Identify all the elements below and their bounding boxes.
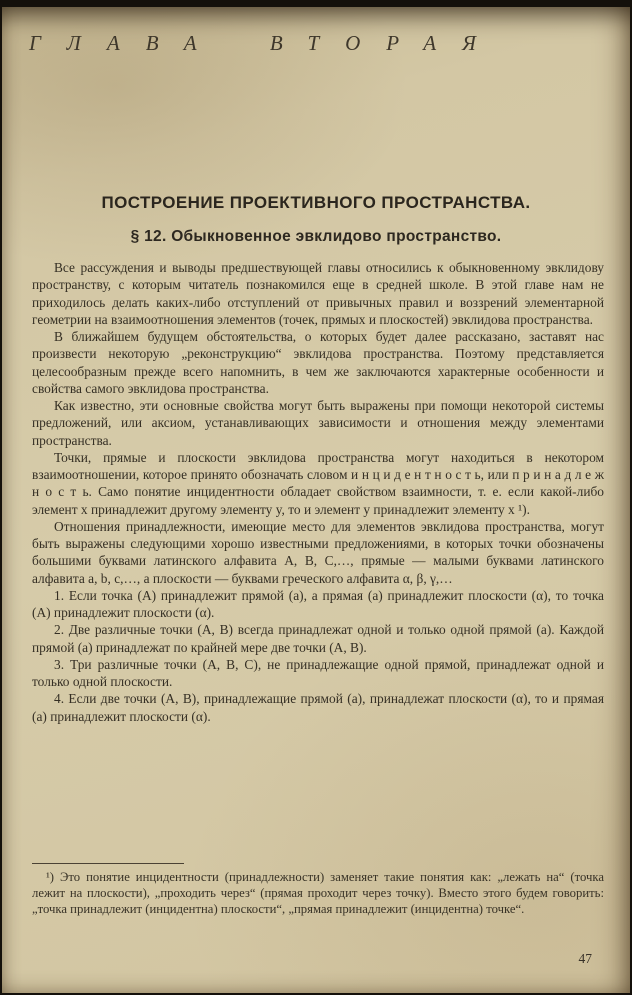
paragraph: Все рассуждения и выводы предшествующей главы относились к обыкновенному эвклидову пространству, с которым читатель познакомился еще в средней школе. В этой главе нам не приходилось делать каких-либо отступлений от привычных правил и воззрений элементарной геометрии на взаимоотношения элементов (точек, прямых и плоскостей) эвклидова пространства. [32,260,604,327]
axiom-item: 4. Если две точки (A, B), принадлежащие прямой (a), принадлежат плоскости (α), то и прямая (a) принадлежит плоскости (α). [32,691,604,724]
paragraph: Отношения принадлежности, имеющие место для элементов эвклидова пространства, могут быть выражены следующими хорошо известными предложениями, в которых точки обозначены большими буквами латинского алфавита A, B, C,…, прямые — малыми буквами латинского алфавита a, b, c,…, а плоскости — буквами греческого алфавита α, β, γ,… [32,518,604,586]
footnote-divider [32,863,184,864]
axiom-item: 1. Если точка (A) принадлежит прямой (a), а прямая (a) принадлежит плоскости (α), то точка (A) принадлежит плоскости (α). [32,587,604,620]
chapter-heading: ГЛАВА ВТОРАЯ [29,31,502,55]
page-title: ПОСТРОЕНИЕ ПРОЕКТИВНОГО ПРОСТРАНСТВА. [101,193,531,212]
paragraph: В ближайшем будущем обстоятельства, о которых будет далее рассказано, заставят нас произвести некоторую „реконструкцию“ эвклидова пространства. Поэтому представляется целесообразным прежде всего напомнить, в чем же заключаются характерные особенности и свойства самого эвклидова пространства. [32,329,604,396]
paragraph: Как известно, эти основные свойства могут быть выражены при помощи некоторой системы предложений, или аксиом, устанавливающих зависимости и отношения между элементами пространства. [32,398,604,448]
axiom-item: 3. Три различные точки (A, B, C), не принадлежащие одной прямой, принадлежат одной и только одной плоскости. [32,656,604,689]
body-text [32,259,604,725]
section-heading: § 12. Обыкновенное эвклидово пространство. [130,228,502,245]
book-page [2,7,630,993]
paragraph: Точки, прямые и плоскости эвклидова пространства могут находиться в некотором взаимоотношении, которое принято обозначать словом и н ц и д е н т н о с т ь, или п р и н а д л е ж н о с т ь. Само понятие инцидентности обладает свойством взаимности, т. е. если какой-либо элемент x принадлежит другому элементу y, то и элемент y принадлежит элементу x ¹). [32,449,604,517]
footnote-text: ¹) Это понятие инцидентности (принадлежности) заменяет такие понятия как: „лежать на“ (точка лежит на плоскости), „проходить через“ (прямая проходит через точку). Вместо этого будем говорить: „точка принадлежит (инцидентна) плоскости“, „прямая принадлежит (инцидентна) точке“. [32,870,604,916]
axiom-item: 2. Две различные точки (A, B) всегда принадлежат одной и только одной прямой (a). Каждой прямой (a) принадлежат по крайней мере две точки (A, B). [32,622,604,655]
page-number: 47 [578,951,592,966]
